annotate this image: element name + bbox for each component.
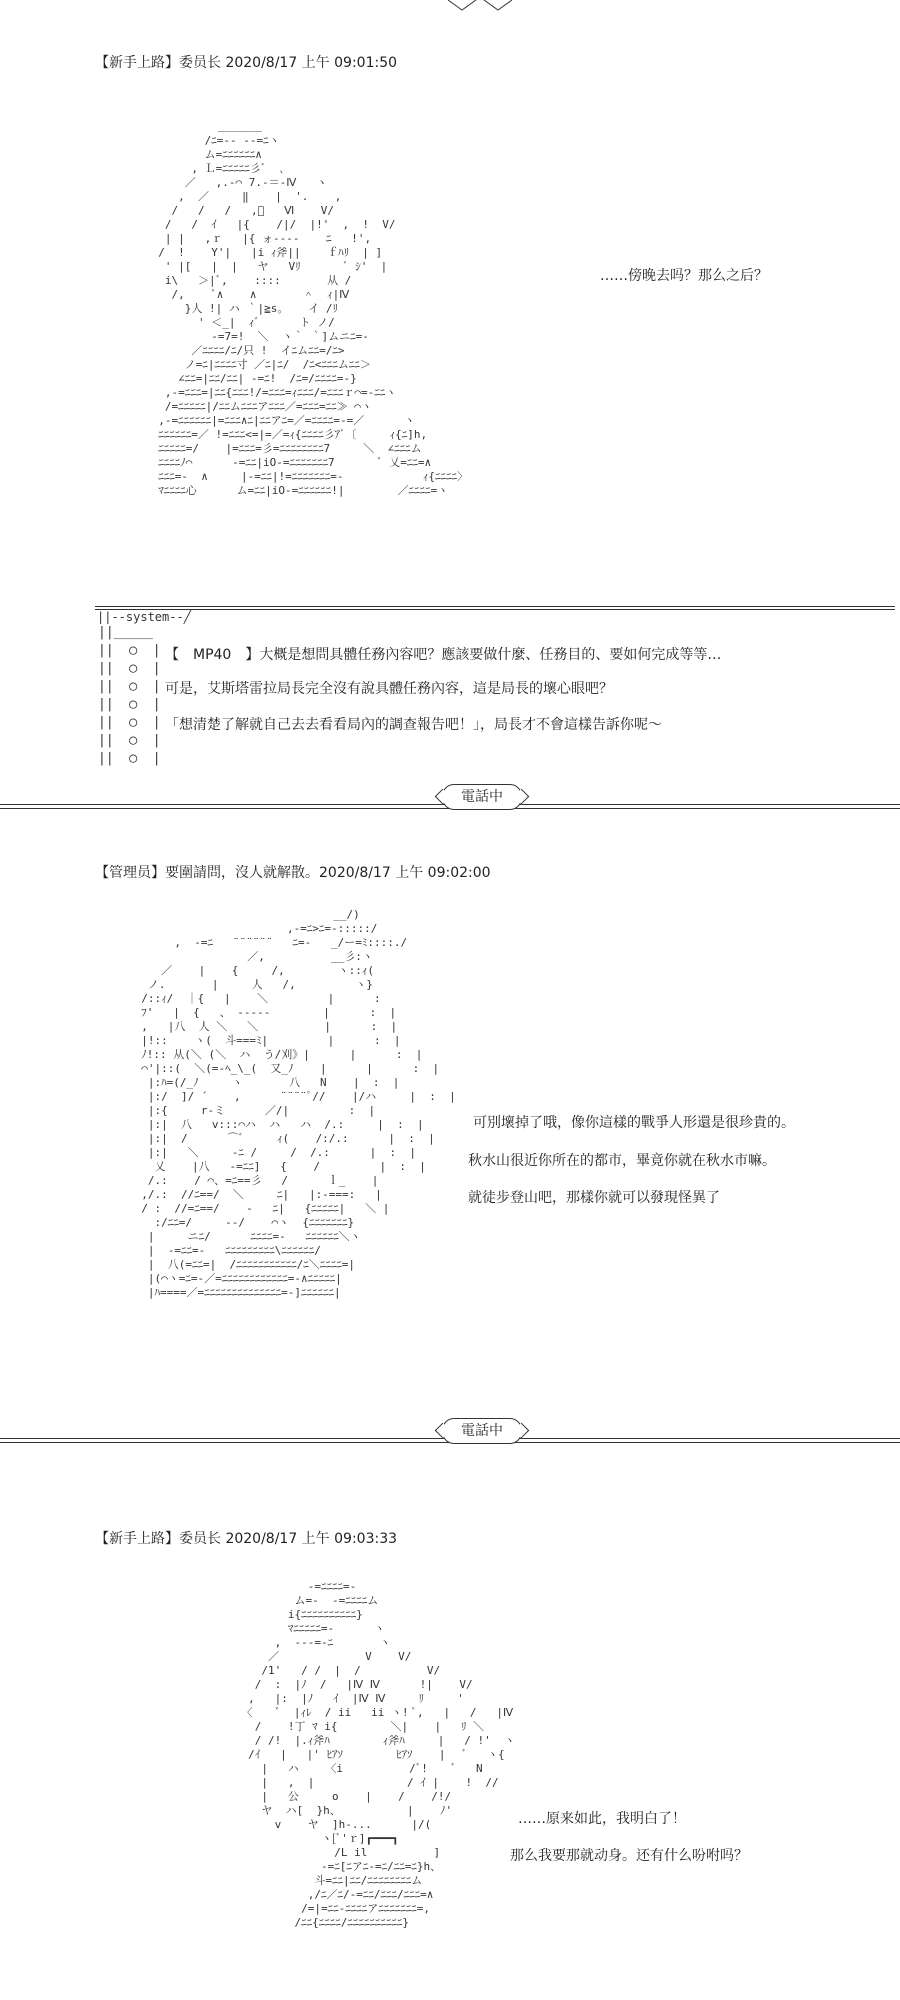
speech-line: ……傍晚去吗？那么之后？ bbox=[600, 268, 768, 284]
speech-line: 秋水山很近你所在的都市，畢竟你就在秋水市嘛。 bbox=[468, 1153, 776, 1169]
speech-line: 就徒步登山吧，那樣你就可以發現怪異了 bbox=[468, 1190, 720, 1206]
separator-tag: 電話中 bbox=[442, 784, 522, 810]
system-line: 【 MP40 】大概是想問具體任務內容吧？應該要做什麼、任務目的、要如何完成等等… bbox=[165, 647, 722, 663]
ascii-art: __/) ,-=ﾆ>ﾆ=-:::::/ , -=ﾆ ¨¨¨¨¨¨ ﾆ=- _/ー=ﾐ::::./ ／, __彡:ヽ ／ | { /, ヽ::ｨ( ノ. | 人 /, ヽ} /::ｨ/ ｜{ | ＼ | : ﾌ' | { 、 ----- | : | , |八 人 ＼ ＼ | : | |!:: ヽ( 斗===ﾐ| | : | ﾉ!:: 从(＼ (＼ ハ う/刈》| | : | ⌒'|::( ＼(=‐ﾍ_\_( 又_ﾉ | | : | |:ﾊ=(/_ﾉ ヽ 八 N | : | |:/ ]/ ´ , ¨¨¨¨ﾟ// |/ハ | : | |:{ r‐ミ ／/| : | |:| 八 v:::⌒ハ ハ ハ /.: | : | |:| / ⌒ﾞ ｨ( /:/.: | : | |:| ＼ -ﾆ / / /.: | : | 乂 |八 -=ﾆﾆ] { / | : | /.: / ⌒、=ﾆ==彡 / ｌ_ | ,/.: //ﾆ==/ ＼ ﾆ| |:-===: | / : //=ﾆ==/ - ﾆ| {ﾆﾆﾆﾆﾆ| ＼ | :/ﾆﾆ=/ --/ ⌒ヽ {ﾆﾆﾆﾆﾆﾆﾆ} | ニﾆ/ ﾆﾆﾆﾆ=- ﾆﾆﾆﾆﾆﾆ＼ヽ | -=ﾆﾆ=- ﾆﾆﾆﾆﾆﾆﾆﾆﾆ\ﾆﾆﾆﾆﾆﾆ/ | 八(=ﾆﾆ=| /ﾆﾆﾆﾆﾆﾆﾆﾆﾆﾆﾆ/ﾆ＼ﾆﾆﾆﾆ=| |(⌒ヽ=ﾆ=-／=ﾆﾆﾆﾆﾆﾆﾆﾆﾆﾆﾆﾆ=-∧ﾆﾆﾆﾆﾆ| |ﾊ====／=ﾆﾆﾆﾆﾆﾆﾆﾆﾆﾆﾆﾆﾆﾆ=-]ﾆﾆﾆﾆﾆﾆ| bbox=[141, 908, 456, 1299]
separator-tag: 電話中 bbox=[442, 1418, 522, 1444]
speech-line: ……原来如此，我明白了！ bbox=[518, 1811, 686, 1827]
post-header: 【管理员】要圍請問，沒人就解散。2020/8/17 上午 09:02:00 bbox=[95, 865, 491, 881]
system-rail: ||_____ || ◯ | || ◯ | || ◯ | || ◯ | || ◯ | || ◯ | || ◯ | bbox=[98, 625, 161, 766]
ascii-art: -=ﾆﾆﾆﾆ=- ム=- -=ﾆﾆﾆﾆム i{ﾆﾆﾆﾆﾆﾆﾆﾆﾆﾆ} ﾏﾆﾆﾆﾆﾆ=- ヽ , ---=-ﾆ ヽ ／ V V/ /1' / / | / V/ / : |ﾉ / |Ⅳ Ⅳ !| V/ , |: |ﾉ ｲ |Ⅳ Ⅳ ﾘ ' 〈 ﾞ |ｨﾚ / ii ii ヽ! ﾟ, | / |Ⅳ / !丁 ﾏ i{ ＼| | ﾘ ＼ / /! |.ｨ斧ﾊ ｨ斧ﾊ | / !' ヽ /ｲ | |' ﾋｱｿ ﾋｱｿ | ﾞ ヽ{ | ハ 〈i /ﾞ! ﾞ N | , | / ｲ | ! // | 公 o | / /!/ ヤ ハ[ }h、 | ﾉ' v ヤ ]h-... |/( ヽ[ﾞ'ｒ]┏━━━┓ /L il ] -=ﾆ[ﾆアﾆ-=ﾆ/ﾆﾆ=ﾆ}h、 斗=ﾆﾆ|ﾆﾆ/ﾆﾆﾆﾆﾆﾆﾆﾆム ,/ﾆ／ﾆ/-=ﾆﾆ/ﾆﾆﾆ/ﾆﾆﾆ=∧ /=|=ﾆﾆ-ﾆﾆﾆﾆアﾆﾆﾆﾆﾆﾆﾆ=, /ﾆﾆ{ﾆﾆﾆﾆ/ﾆﾆﾆﾆﾆﾆﾆﾆﾆﾆ} bbox=[241, 1580, 515, 1929]
system-box-border bbox=[95, 606, 895, 607]
system-line: 可是，艾斯塔雷拉局長完全沒有說具體任務內容，這是局長的壞心眼吧？ bbox=[165, 681, 613, 697]
system-box bbox=[95, 606, 895, 771]
system-box-border bbox=[95, 609, 895, 610]
system-line: 「想清楚了解就自己去去看看局內的調查報告吧！」，局長才不會這樣告訴你呢～ bbox=[165, 717, 662, 733]
post-header: 【新手上路】委员长 2020/8/17 上午 09:01:50 bbox=[95, 55, 398, 71]
speech-line: 那么我要那就动身。还有什么吩咐吗？ bbox=[510, 1848, 748, 1864]
system-label: ||--system--╱ bbox=[97, 610, 191, 624]
speech-line: 可別壞掉了哦，像你這樣的戰爭人形還是很珍貴的。 bbox=[473, 1115, 795, 1131]
top-divider-ornament bbox=[440, 0, 520, 12]
post-header: 【新手上路】委员长 2020/8/17 上午 09:03:33 bbox=[95, 1531, 398, 1547]
ascii-art: ＿＿＿＿ /ﾆ=-- --=ﾆヽ ム=ﾆﾆﾆﾆﾆﾆ∧ , Ｌ=ﾆﾆﾆﾆﾆ彡ﾞ ､ ／ ,.-⌒ 7.-＝-Ⅳ ヽ , ／ ‖ | '. , / / / ,ﾟ Ⅵ V/ / / ｲ |{ /|/ |!' , ! V/ | | ,ｒ |{ ォ-‐‐‐ ﾆ !', / ! Y'| |i ｨ斧|| ｆﾊﾘ | ] ' |[ | | ヤ Vﾘ ﾞ ｼ' | i\ ＞|ﾞ, :::: 从 / /, ﾟ∧ ∧ ＾ ｨ|Ⅳ }人 !| ハ ｀|≧s。 イ /ﾘ ' ＜_| ｨﾞ ト ノ/ -=7=! ＼ ヽ｀ ｀]ムニﾆ=- ／ﾆﾆﾆﾆ/ﾆ/只 ! イﾆムﾆﾆ=/ﾆ> ノ=ﾆ|ﾆﾆﾆﾆ寸 ／ﾆ|ﾆ/ /ﾆ<ﾆﾆﾆムﾆﾆ＞ ∠ﾆﾆ=|ﾆﾆ/ﾆﾆ| -=ﾆ! /ﾆ=/ﾆﾆﾆﾆ=-} ,-=ﾆﾆﾆ=|ﾆﾆ{ﾆﾆﾆ!/=ﾆﾆﾆ=ｨﾆﾆﾆ/=ﾆﾆﾆｒ⌒=-ﾆﾆヽ /=ﾆﾆﾆﾆﾆ|/ﾆﾆムﾆﾆﾆアﾆﾆﾆ／=ﾆﾆﾆ=ﾆﾆ≫ ⌒ヽ ,-=ﾆﾆﾆﾆﾆﾆ|=ﾆﾆﾆ∧ﾆ|ﾆﾆアﾆ=／=ﾆﾆﾆﾆ=-=／ ヽ ﾆﾆﾆﾆﾆﾆ=／ !=ﾆﾆﾆ<=|=／=ｨ{ﾆﾆﾆﾆ彡ｱﾞ〔 ｨ{ﾆ]h, ﾆﾆﾆﾆﾆ=/ |=ﾆﾆﾆ=彡=ﾆﾆﾆﾆﾆﾆﾆﾆ7 ＼ ∠ﾆﾆﾆム ﾆﾆﾆﾆﾉ⌒ -=ﾆﾆ|iO-=ﾆﾆﾆﾆﾆﾆﾆ7 ﾞ 乂=ﾆﾆ=∧ ﾆﾆﾆ=- ∧ |-=ﾆﾆ|!=ﾆﾆﾆﾆﾆﾆﾆ=- ｨ{ﾆﾆﾆﾆ〉 ﾏﾆﾆﾆﾆ心 ム=ﾆﾆ|iO-=ﾆﾆﾆﾆﾆﾆ!| ／ﾆﾆﾆﾆ=ヽ bbox=[158, 120, 469, 497]
